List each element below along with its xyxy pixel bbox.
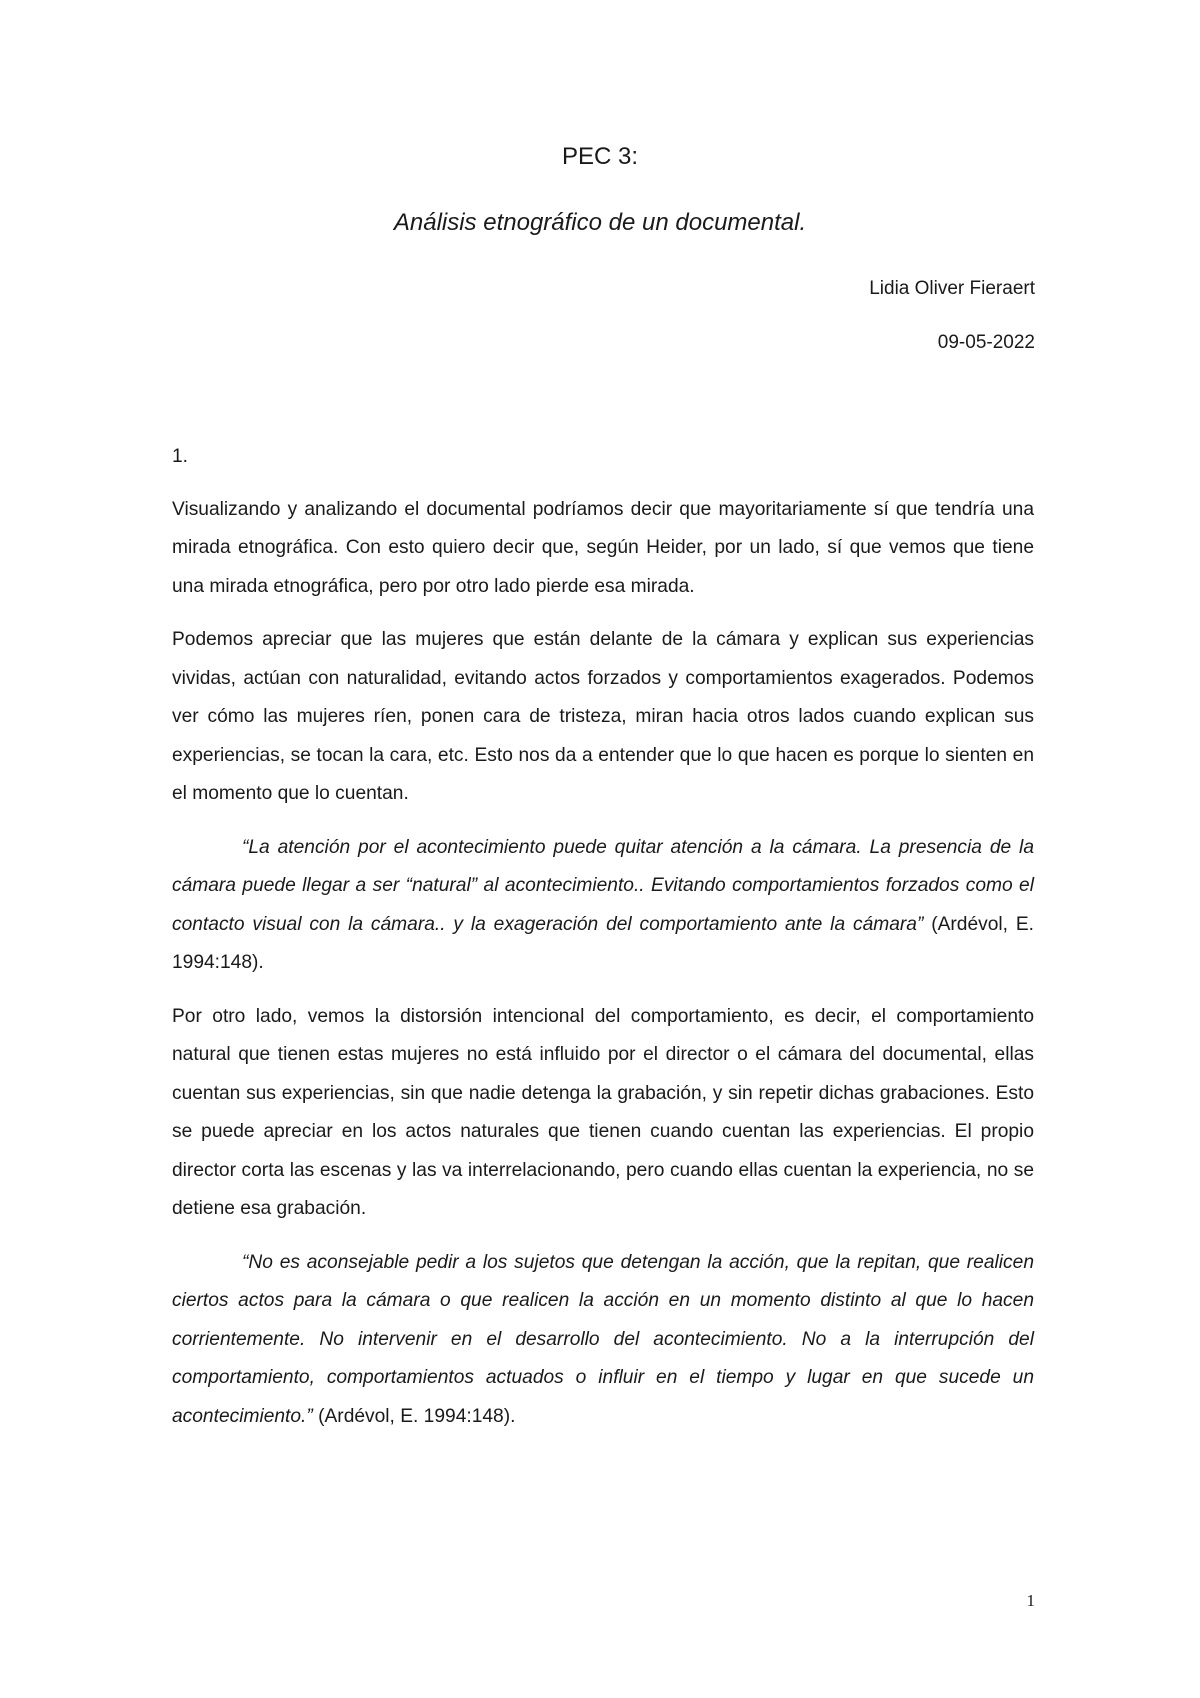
- document-subtitle: Análisis etnográfico de un documental.: [393, 209, 807, 236]
- quote-1-text: “La atención por el acontecimiento puede quitar atención a la cámara. La presencia de la cámara puede llegar a ser “natural” al acontecimiento.. Evitando comportamientos forzados como el contacto visual con la cámara.. y la exageración del comportamiento ante la cámara”: [172, 836, 1034, 935]
- document-date: 09-05-2022: [937, 332, 1035, 353]
- quote-block-2: [172, 1244, 1034, 1437]
- document-title: PEC 3:: [561, 143, 639, 170]
- quote-1-citation: (Ardévol, E. 1994:148).: [172, 913, 1034, 973]
- paragraph-2: Podemos apreciar que las mujeres que están delante de la cámara y explican sus experiencias vividas, actúan con naturalidad, evitando actos forzados y comportamientos exagerados. Podemos ver cómo las mujeres ríen, ponen cara de tristeza, miran hacia otros lados cuando explican sus experiencias, se tocan la cara, etc. Esto nos da a entender que lo que hacen es porque lo sienten en el momento que lo cuentan.: [172, 629, 1034, 804]
- quote-2-text: “No es aconsejable pedir a los sujetos que detengan la acción, que la repitan, que realicen ciertos actos para la cámara o que realicen la acción en un momento distinto al que lo hacen corrientemente. No intervenir en el desarrollo del acontecimiento. No a la interrupción del comportamiento, comportamientos actuados o influir en el tiempo y lugar en que sucede un acontecimiento.”: [172, 1251, 1034, 1427]
- paragraph-1: Visualizando y analizando el documental podríamos decir que mayoritariamente sí que tendría una mirada etnográfica. Con esto quiero decir que, según Heider, por un lado, sí que vemos que tiene una mirada etnográfica, pero por otro lado pierde esa mirada.: [172, 498, 1034, 597]
- section-number: 1.: [172, 446, 189, 467]
- document-body: [172, 438, 1034, 1451]
- author-name: Lidia Oliver Fieraert: [869, 278, 1035, 299]
- paragraph-3: Por otro lado, vemos la distorsión intencional del comportamiento, es decir, el comportamiento natural que tienen estas mujeres no está influido por el director o el cámara del documental, ellas cuentan sus experiencias, sin que nadie detenga la grabación, y sin repetir dichas grabaciones. Esto se puede apreciar en los actos naturales que tienen cuando cuentan las experiencias. El propio director corta las escenas y las va interrelacionando, pero cuando ellas cuentan la experiencia, no se detiene esa grabación.: [172, 1005, 1034, 1219]
- quote-2-citation: (Ardévol, E. 1994:148).: [312, 1405, 516, 1427]
- quote-block-1: [172, 829, 1034, 983]
- page-number: 1: [1026, 1591, 1035, 1610]
